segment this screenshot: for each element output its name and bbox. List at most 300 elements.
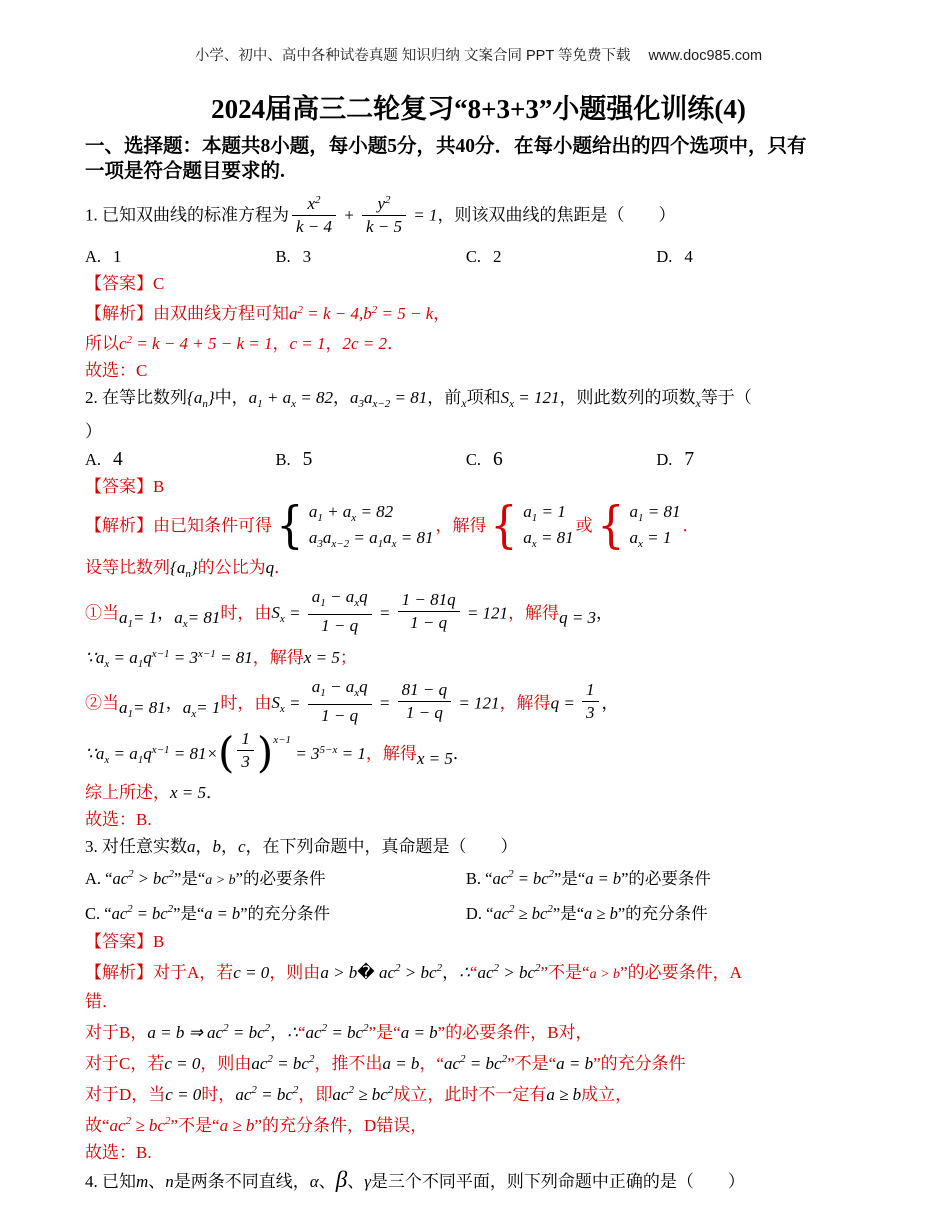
math-run: = 81× xyxy=(169,743,218,763)
q3-analysis-a2 xyxy=(85,989,872,1014)
text-run: ， xyxy=(272,334,290,353)
math-base: x xyxy=(307,194,316,213)
math-run: = 1 xyxy=(133,608,158,628)
text-run: 对于C，若 xyxy=(85,1054,165,1073)
option-label: A. xyxy=(85,247,102,266)
math-run: = k − 4, xyxy=(303,304,364,323)
text-run: ”是“ xyxy=(368,1023,401,1042)
subscript: n xyxy=(185,568,191,580)
math-run xyxy=(174,605,187,637)
text-run: ”的充分条件 xyxy=(593,1054,686,1073)
math-run: ac xyxy=(235,1085,252,1104)
subscript: x−2 xyxy=(372,398,391,410)
text-run: 、 xyxy=(347,1172,365,1191)
subscript: x xyxy=(354,687,360,699)
option-item xyxy=(656,448,872,472)
numerator xyxy=(308,586,372,614)
text-run: 【答案】B xyxy=(85,932,165,951)
q2-case1-b xyxy=(85,642,872,677)
text-run: 【答案】B xyxy=(85,477,165,496)
text-run: ， xyxy=(601,693,619,713)
math-run: 2 xyxy=(267,1053,273,1065)
text-run: 、 xyxy=(318,1172,336,1191)
text-run: ） xyxy=(85,422,102,441)
fraction xyxy=(237,728,254,773)
math-run: 2 xyxy=(264,1022,271,1034)
math-base: a xyxy=(174,608,183,628)
math-run: = 81 xyxy=(133,698,166,718)
subscript: 3 xyxy=(317,538,323,550)
math-run xyxy=(308,502,323,524)
math-run xyxy=(307,194,320,213)
math-run xyxy=(345,587,360,609)
subscript: 1 xyxy=(127,708,133,721)
text-run: ”不是“ xyxy=(540,963,590,982)
option-item xyxy=(85,896,466,927)
paren-content xyxy=(234,728,257,776)
exponent: x−1 xyxy=(273,734,292,746)
math-run: ∴ xyxy=(287,1023,298,1042)
math-run: > bc xyxy=(133,869,169,888)
text-run: ． xyxy=(274,558,292,577)
text-run: ，“ xyxy=(419,1054,444,1073)
option-item xyxy=(85,245,275,269)
math-run: − xyxy=(325,677,346,696)
text-run: ”的必要条件，A xyxy=(620,963,742,982)
option-value: 4 xyxy=(113,449,123,470)
math-run: 2 xyxy=(127,903,133,915)
math-run: q xyxy=(265,558,275,577)
math-base: a xyxy=(308,502,318,521)
text-run: 的公比为 xyxy=(197,558,266,577)
q1-options xyxy=(85,245,872,269)
math-run: 2 xyxy=(164,1115,171,1127)
page-header xyxy=(85,46,872,66)
math-run: = 81 xyxy=(536,528,574,547)
math-run: = bc xyxy=(272,1054,309,1073)
math-run xyxy=(342,502,357,524)
math-run: ac xyxy=(492,869,509,888)
math-run: ac xyxy=(109,1116,126,1135)
cases-row xyxy=(629,499,680,525)
math-run: ac xyxy=(251,1054,268,1073)
math-run: 1 − q xyxy=(405,703,443,722)
text-run: 综上所述， xyxy=(85,783,170,802)
math-run: 2 xyxy=(125,1115,132,1127)
math-run xyxy=(95,648,110,670)
math-run xyxy=(363,388,391,410)
math-run xyxy=(271,693,285,716)
option-item xyxy=(275,448,465,472)
option-value: 1 xyxy=(113,247,122,266)
superscript: 2 xyxy=(385,194,391,206)
denominator xyxy=(292,215,336,238)
text-run: 设等比数列 xyxy=(85,558,170,577)
math-run: a = b xyxy=(382,1054,420,1073)
math-run: 2 xyxy=(395,962,401,974)
math-run xyxy=(119,605,133,637)
cases-row xyxy=(523,499,573,525)
text-run: ”的必要条件 xyxy=(621,869,711,888)
math-run: q xyxy=(359,587,368,606)
denominator xyxy=(308,704,372,727)
math-run: 2 xyxy=(128,868,134,880)
subscript: x xyxy=(279,703,285,716)
math-run xyxy=(308,528,323,550)
math-run: x = 5 xyxy=(303,648,340,667)
q3-options-ab xyxy=(85,861,872,894)
text-run: 等于（ xyxy=(700,388,752,407)
subscript: x xyxy=(351,512,357,524)
math-run: ∵ xyxy=(85,743,96,763)
text-run: � xyxy=(357,963,375,982)
math-run: = 5 − k xyxy=(377,304,434,323)
subscript: x xyxy=(104,753,110,766)
option-label: B. xyxy=(275,247,291,266)
text-run: ，解得 xyxy=(365,743,417,763)
option-label: C. xyxy=(465,450,482,469)
cases-row xyxy=(629,525,680,551)
q3-analysis-d xyxy=(85,1078,872,1107)
text-run: ， xyxy=(332,388,350,407)
text-run: 2. 在等比数列 xyxy=(85,388,187,407)
math-run: 1 − 81q xyxy=(401,590,456,609)
subscript: x xyxy=(531,538,537,550)
option-label: D. xyxy=(656,247,673,266)
text-run: ”的必要条件，B对， xyxy=(437,1023,593,1042)
text-run: 故选：B. xyxy=(85,810,152,829)
math-run: 2 xyxy=(508,868,514,880)
q2-stem-2 xyxy=(85,419,872,444)
cases-rows xyxy=(309,499,434,551)
option-label: B. xyxy=(275,450,291,469)
math-run: c = 0 xyxy=(164,1054,201,1073)
text-run: ， xyxy=(596,603,614,623)
math-run: 2 xyxy=(508,903,515,915)
math-base: a xyxy=(363,388,373,407)
math-base: a xyxy=(119,698,128,718)
math-base: a xyxy=(129,648,138,667)
subscript: x xyxy=(291,398,296,410)
q1-answer xyxy=(85,271,872,296)
math-run xyxy=(119,695,133,727)
math-run xyxy=(282,388,296,410)
subscript: x xyxy=(354,597,360,609)
text-run: ，则此数列的项数 xyxy=(559,388,696,407)
text-run: ； xyxy=(339,648,357,667)
math-base: a xyxy=(311,587,321,606)
cases-row xyxy=(309,525,434,551)
text-run: B. “ xyxy=(465,869,493,888)
equation-system xyxy=(488,496,574,554)
text-run: ”是“ xyxy=(552,904,585,923)
math-run: = bc xyxy=(327,1023,364,1042)
text-run: ， xyxy=(221,837,238,856)
math-run: α xyxy=(309,1172,319,1191)
q3-analysis-a xyxy=(85,956,872,987)
fraction xyxy=(398,679,451,724)
section-heading-line-1: 一、选择题：本题共8小题，每小题5分，共40分．在每小题给出的四个选项中，只有 xyxy=(85,136,807,157)
text-run: ”的充分条件，D错误， xyxy=(254,1116,428,1135)
math-base: a xyxy=(176,558,186,577)
math-base: b xyxy=(363,304,372,323)
math-run: − xyxy=(325,587,346,606)
math-base: a xyxy=(523,528,532,547)
math-run: 2 xyxy=(436,962,443,974)
math-run xyxy=(289,304,303,323)
denominator xyxy=(582,701,599,724)
text-run: “ xyxy=(297,1023,306,1042)
math-run: 2 xyxy=(535,962,541,974)
math-run: = 1 xyxy=(642,528,672,547)
subscript: n xyxy=(202,398,208,410)
q2-conclusion xyxy=(85,807,872,832)
q2-summary xyxy=(85,780,872,805)
math-run xyxy=(523,528,537,550)
math-run: = 82 xyxy=(356,502,394,521)
close-paren: ) xyxy=(256,728,274,777)
math-run xyxy=(143,648,169,667)
math-run: x = 5 xyxy=(170,783,207,802)
math-run: k − 4 xyxy=(296,217,333,236)
math-run xyxy=(369,528,384,550)
math-run: = xyxy=(291,743,312,763)
text-run: 时， xyxy=(201,1085,236,1104)
q1-stem xyxy=(85,192,872,241)
math-run: 2 xyxy=(168,868,175,880)
math-run: 2 xyxy=(548,868,555,880)
math-base: S xyxy=(271,603,280,623)
text-run: 中， xyxy=(214,388,249,407)
option-item xyxy=(85,861,466,894)
math-run: = bc xyxy=(256,1085,293,1104)
math-run xyxy=(129,648,144,670)
math-run xyxy=(193,388,208,410)
text-run: D. “ xyxy=(465,904,494,923)
text-run: ”的充分条件 xyxy=(240,904,331,923)
text-run: ． xyxy=(452,743,470,763)
math-run: { xyxy=(170,558,177,577)
math-run: = 121 xyxy=(462,603,509,623)
q4-stem xyxy=(85,1167,872,1194)
subscript: x xyxy=(191,708,197,721)
text-run: 故“ xyxy=(85,1116,110,1135)
math-run: ∵ xyxy=(85,648,96,667)
superscript: 2 xyxy=(315,194,321,206)
math-run xyxy=(363,304,377,323)
math-base: a xyxy=(629,528,638,547)
text-run: 3. 对任意实数 xyxy=(85,837,187,856)
math-run: 2 xyxy=(223,1022,229,1034)
q2-options xyxy=(85,448,872,472)
option-value: 5 xyxy=(302,449,313,470)
math-run: ≥ bc xyxy=(353,1085,388,1104)
math-run: 3 xyxy=(241,751,250,771)
math-run: a = b xyxy=(585,869,622,888)
subscript: 1 xyxy=(257,398,263,410)
math-run: > bc xyxy=(400,963,437,982)
math-run: a = b xyxy=(556,1054,594,1073)
superscript: 2 xyxy=(371,304,378,316)
math-run xyxy=(629,502,644,524)
math-run: 2 xyxy=(251,1084,257,1096)
q3-options-cd xyxy=(85,896,872,927)
math-run: c = 1 xyxy=(289,334,326,353)
math-run: k − 5 xyxy=(366,217,403,236)
cases-rows xyxy=(523,499,573,551)
math-run xyxy=(190,648,216,667)
superscript: x−1 xyxy=(198,648,216,660)
math-run: = 121 xyxy=(514,388,560,407)
math-run: = k − 4 + 5 − k = 1 xyxy=(132,334,273,353)
math-run: 3 xyxy=(586,703,595,722)
math-base: a xyxy=(129,743,138,763)
superscript: 2 xyxy=(126,334,133,346)
text-run: ”的充分条件 xyxy=(617,904,708,923)
numerator xyxy=(362,189,406,215)
option-value: 6 xyxy=(493,449,503,470)
math-run xyxy=(119,334,132,353)
math-run: a ≥ b xyxy=(219,1116,255,1135)
math-base: a xyxy=(629,502,638,521)
math-run: { xyxy=(187,388,194,407)
math-base: 3 xyxy=(311,743,320,763)
math-run: ≥ bc xyxy=(514,904,548,923)
math-base: a xyxy=(342,502,352,521)
math-run: + xyxy=(262,388,283,407)
q3-analysis-c xyxy=(85,1047,872,1076)
math-run xyxy=(248,388,263,410)
option-item xyxy=(656,245,872,269)
denominator xyxy=(237,750,254,773)
text-run: 【解析】对于A，若 xyxy=(85,963,234,982)
math-run: 2 xyxy=(348,1084,354,1096)
math-run: ac xyxy=(443,1054,461,1073)
math-run xyxy=(95,743,110,766)
text-run: 故选：B. xyxy=(85,1143,152,1162)
math-run: 81 − q xyxy=(401,680,448,699)
math-run: ≥ bc xyxy=(131,1116,165,1135)
math-run: c = 0 xyxy=(165,1085,202,1104)
numerator xyxy=(292,189,336,215)
math-run: a ≥ b xyxy=(546,1085,582,1104)
text-run: ”是“ xyxy=(173,904,205,923)
text-run: ， xyxy=(195,837,213,856)
math-run: 2 xyxy=(363,1022,369,1034)
text-run: ． xyxy=(387,334,405,353)
text-run: 1. 已知双曲线的标准方程为 xyxy=(85,205,289,225)
fraction xyxy=(308,676,372,727)
option-label: D. xyxy=(656,450,673,469)
math-run: 1 xyxy=(586,680,595,699)
q3-analysis-b xyxy=(85,1016,872,1045)
denominator xyxy=(398,611,460,634)
math-run: ac xyxy=(477,963,494,982)
math-run: m xyxy=(136,1172,149,1191)
fraction xyxy=(398,589,460,634)
math-run: 2 xyxy=(308,1053,315,1065)
text-run: 错． xyxy=(85,992,119,1011)
math-run xyxy=(183,695,196,727)
math-run xyxy=(378,194,391,213)
cases-row xyxy=(309,499,434,525)
text-run: ”不是“ xyxy=(507,1054,557,1073)
q3-answer xyxy=(85,929,872,954)
math-run: a xyxy=(187,837,196,856)
math-run: > bc xyxy=(498,963,536,982)
math-run: + xyxy=(339,205,360,225)
math-base: a xyxy=(383,528,392,547)
text-run: 是三个不同平面，则下列命题中正确的是（ ） xyxy=(370,1172,745,1191)
math-run: c = 0 xyxy=(233,963,270,982)
subscript: 1 xyxy=(320,687,326,699)
numerator xyxy=(237,728,254,750)
q2-stem xyxy=(85,385,872,417)
math-run: ac xyxy=(374,963,396,982)
math-run: a > b xyxy=(205,873,236,888)
math-run: = 121 xyxy=(454,693,500,713)
fraction xyxy=(362,189,406,238)
equation-system xyxy=(274,496,434,554)
site-url: www.doc985.com xyxy=(648,48,763,64)
math-run: 2 xyxy=(387,1084,394,1096)
q1-analysis-2 xyxy=(85,328,872,356)
math-run: } xyxy=(190,558,198,577)
text-run: ，解得 xyxy=(499,693,551,713)
text-run: ，则该双曲线的焦距是（ ） xyxy=(437,205,676,225)
text-run: 对于D，当 xyxy=(85,1085,166,1104)
q2-analysis-1 xyxy=(85,496,872,554)
q2-case2-b xyxy=(85,728,872,778)
numerator xyxy=(398,589,460,611)
math-run xyxy=(311,677,326,699)
superscript: x−1 xyxy=(151,648,170,660)
math-run xyxy=(629,528,643,550)
text-run: A. “ xyxy=(85,869,113,888)
math-run: a = b xyxy=(400,1023,438,1042)
subscript: x xyxy=(637,538,643,550)
math-run: x = 5 xyxy=(416,748,453,768)
math-run: = xyxy=(169,648,190,667)
math-run: 1 − q xyxy=(321,616,359,635)
option-item xyxy=(85,448,275,472)
math-run: = bc xyxy=(228,1023,265,1042)
subscript: x xyxy=(509,398,514,410)
math-run xyxy=(311,587,326,609)
math-run: β xyxy=(335,1167,348,1192)
math-run xyxy=(271,603,285,626)
math-base: a xyxy=(308,528,318,547)
math-base: q xyxy=(143,743,152,763)
fraction xyxy=(308,586,372,637)
cases-brace: { xyxy=(276,496,304,554)
open-paren: ( xyxy=(217,728,235,777)
text-run: ”的必要条件 xyxy=(235,869,326,888)
math-base: a xyxy=(369,528,378,547)
math-base: a xyxy=(282,388,292,407)
text-run: ”不是“ xyxy=(170,1116,220,1135)
math-run xyxy=(345,677,360,699)
math-base: a xyxy=(345,587,355,606)
math-run: = 1 xyxy=(196,698,221,718)
doc-title: 2024届高三二轮复习“8+3+3”小题强化训练(4) xyxy=(211,94,746,124)
math-run: ac xyxy=(305,1023,322,1042)
text-run: ，解得 xyxy=(252,648,304,667)
math-base: c xyxy=(119,334,127,353)
math-run: = xyxy=(284,603,305,623)
math-run: q = 3 xyxy=(559,608,597,628)
math-base: a xyxy=(119,608,128,628)
